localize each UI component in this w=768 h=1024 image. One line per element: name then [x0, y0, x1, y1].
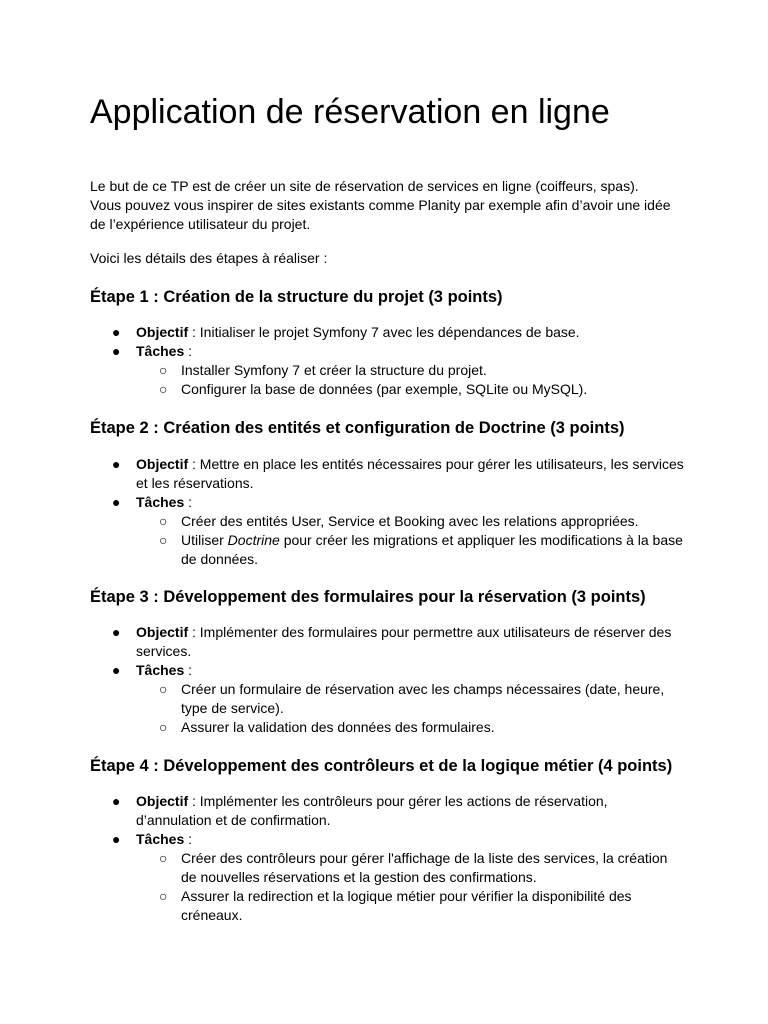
intro-line: de l’expérience utilisateur du projet. — [90, 216, 311, 232]
bullet-icon: ● — [112, 831, 121, 847]
objectif-text: Implémenter les contrôleurs pour gérer les actions de réservation, — [199, 793, 608, 809]
bullet-icon: ● — [112, 662, 121, 678]
step-2-list — [112, 455, 696, 569]
label-colon: : — [184, 831, 193, 847]
bullet-icon: ● — [112, 494, 121, 510]
tache-text: de nouvelles réservations et la gestion des confirmations. — [181, 869, 537, 885]
taches-item — [112, 661, 696, 737]
step-heading: Étape 4 : Développement des contrôleurs et de la logique métier (4 points) — [90, 757, 673, 775]
objectif-item — [112, 455, 696, 493]
taches-label: Tâches — [136, 343, 185, 359]
taches-item — [112, 493, 696, 569]
intro-line: Vous pouvez vous inspirer de sites existants comme Planity par exemple afin d’avoir une idée — [90, 197, 671, 213]
tache-text: créneaux. — [181, 907, 243, 923]
tache-item — [159, 531, 696, 569]
step-3-list — [112, 623, 696, 737]
taches-label: Tâches — [136, 831, 185, 847]
objectif-text: Initialiser le projet Symfony 7 avec les dépendances de base. — [199, 324, 580, 340]
tache-text: Créer un formulaire de réservation avec les champs nécessaires (date, heure, — [181, 681, 665, 697]
label-separator: : — [188, 456, 200, 472]
bullet-icon: ● — [112, 793, 121, 809]
tache-text: Assurer la redirection et la logique métier pour vérifier la disponibilité des — [181, 888, 632, 904]
objectif-label: Objectif — [136, 456, 189, 472]
taches-item — [112, 342, 696, 399]
tache-text: de données. — [181, 551, 259, 567]
bullet-icon: ● — [112, 624, 121, 640]
tache-item — [159, 361, 696, 380]
circle-bullet-icon: ○ — [159, 362, 168, 378]
taches-sublist — [159, 361, 696, 399]
objectif-label: Objectif — [136, 624, 189, 640]
tache-text: pour créer les migrations et appliquer les modifications à la base — [279, 532, 683, 548]
circle-bullet-icon: ○ — [159, 381, 168, 397]
objectif-text: Mettre en place les entités nécessaires pour gérer les utilisateurs, les services — [199, 456, 684, 472]
objectif-item — [112, 792, 696, 830]
intro-paragraph — [90, 177, 671, 234]
circle-bullet-icon: ○ — [159, 532, 168, 548]
tache-text: Configurer la base de données (par exemple, SQLite ou MySQL). — [181, 381, 588, 397]
step-heading: Étape 2 : Création des entités et configuration de Doctrine (3 points) — [90, 419, 625, 437]
page-title: Application de réservation en ligne — [90, 93, 610, 131]
tache-text: Assurer la validation des données des formulaires. — [181, 719, 495, 735]
tache-item — [159, 680, 696, 718]
tache-item — [159, 849, 696, 887]
objectif-text: d’annulation et de confirmation. — [136, 812, 331, 828]
circle-bullet-icon: ○ — [159, 888, 168, 904]
circle-bullet-icon: ○ — [159, 513, 168, 529]
objectif-text: Implémenter des formulaires pour permettre aux utilisateurs de réserver des — [199, 624, 672, 640]
taches-label: Tâches — [136, 494, 185, 510]
step-heading: Étape 3 : Développement des formulaires pour la réservation (3 points) — [90, 588, 646, 606]
circle-bullet-icon: ○ — [159, 681, 168, 697]
step-heading: Étape 1 : Création de la structure du projet (3 points) — [90, 288, 503, 306]
taches-sublist — [159, 680, 696, 737]
objectif-item — [112, 623, 696, 661]
tache-text: Créer des contrôleurs pour gérer l'affichage de la liste des services, la création — [181, 850, 668, 866]
label-colon: : — [184, 343, 193, 359]
label-separator: : — [188, 324, 200, 340]
bullet-icon: ● — [112, 324, 121, 340]
circle-bullet-icon: ○ — [159, 850, 168, 866]
bullet-icon: ● — [112, 456, 121, 472]
tache-text: type de service). — [181, 700, 284, 716]
tache-item — [159, 718, 696, 737]
tache-text: Utiliser — [181, 532, 228, 548]
step-1-list — [112, 323, 696, 399]
tache-text: Créer des entités User, Service et Booking avec les relations appropriées. — [181, 513, 639, 529]
label-colon: : — [184, 662, 193, 678]
objectif-label: Objectif — [136, 793, 189, 809]
label-separator: : — [188, 624, 200, 640]
intro-line: Le but de ce TP est de créer un site de réservation de services en ligne (coiffeurs, spas). — [90, 178, 639, 194]
taches-sublist — [159, 849, 696, 925]
objectif-text: et les réservations. — [136, 475, 254, 491]
details-lead: Voici les détails des étapes à réaliser : — [90, 250, 328, 266]
tache-item — [159, 380, 696, 399]
circle-bullet-icon: ○ — [159, 719, 168, 735]
tache-text: Installer Symfony 7 et créer la structure du projet. — [181, 362, 487, 378]
tache-item — [159, 512, 696, 531]
tache-item — [159, 887, 696, 925]
label-separator: : — [188, 793, 200, 809]
objectif-text: services. — [136, 643, 192, 659]
taches-sublist — [159, 512, 696, 569]
taches-label: Tâches — [136, 662, 185, 678]
objectif-label: Objectif — [136, 324, 189, 340]
taches-item — [112, 830, 696, 925]
step-4-list — [112, 792, 696, 925]
tache-emphasis: Doctrine — [227, 532, 280, 548]
objectif-item — [112, 323, 696, 342]
bullet-icon: ● — [112, 343, 121, 359]
label-colon: : — [184, 494, 193, 510]
